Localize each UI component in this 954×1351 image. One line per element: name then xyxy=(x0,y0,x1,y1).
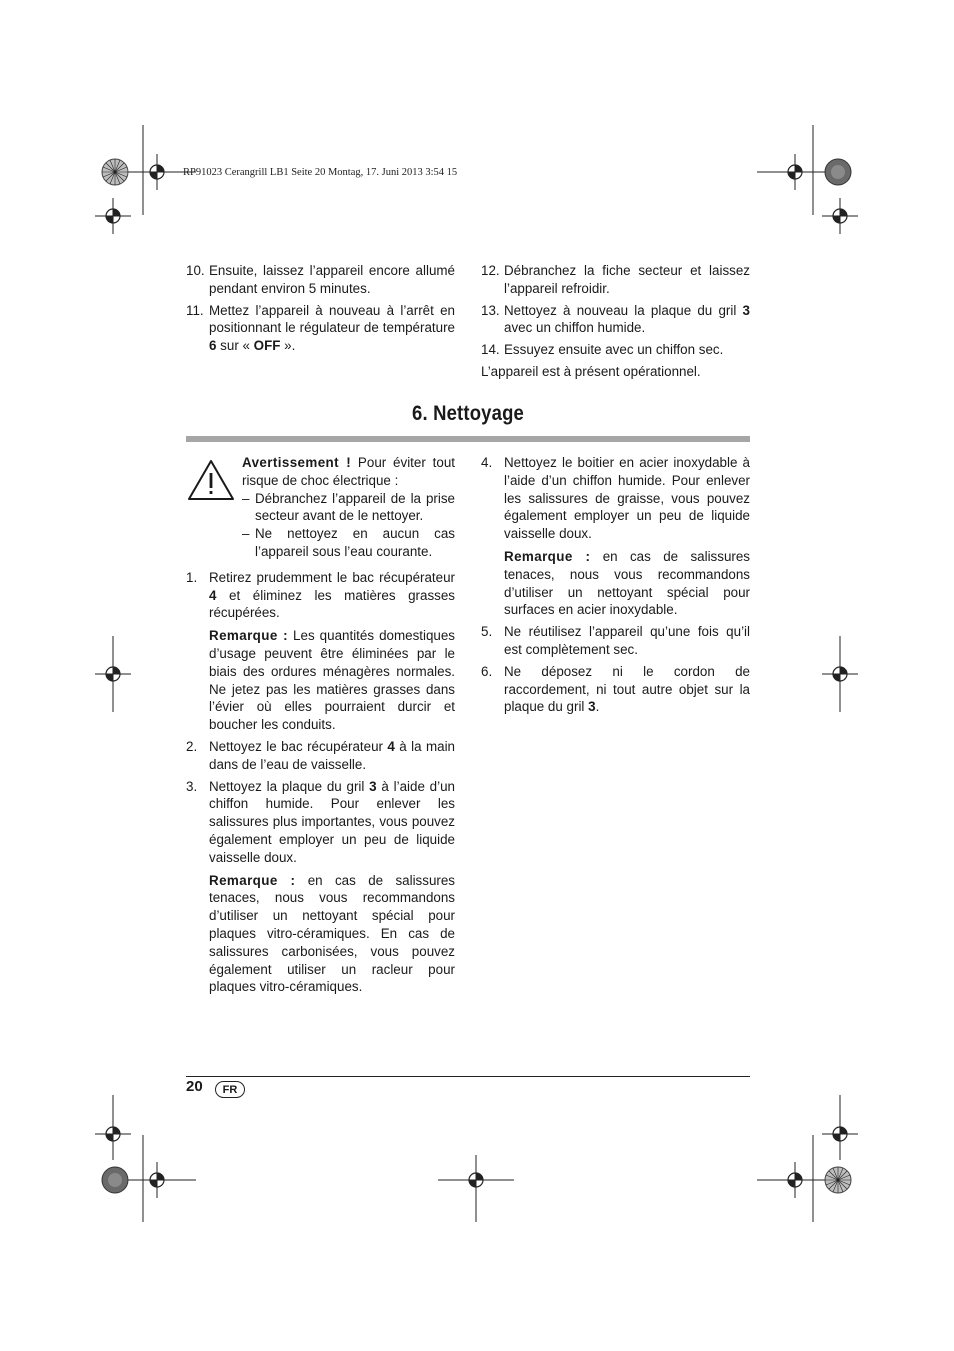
cleaning-left-column xyxy=(186,454,455,1000)
list-item: – Ne nettoyez en aucun cas l’appareil sous l’eau courante. xyxy=(242,526,455,559)
list-item: 14. Essuyez ensuite avec un chiffon sec. xyxy=(481,342,724,358)
list-item: 6. Ne déposez ni le cordon de raccordement, ni tout autre objet sur la plaque du gril 3. xyxy=(481,663,750,715)
ready-statement: L’appareil est à présent opérationnel. xyxy=(481,363,701,379)
intro-left-column xyxy=(186,262,455,359)
list-item: 4. Nettoyez le boitier en acier inoxydable à l’aide d’un chiffon humide. Pour enlever les salissures de graisse, vous pouvez également employer un peu de liquide vaisselle doux. xyxy=(481,455,750,542)
warning-title: Avertissement ! xyxy=(242,455,352,470)
list-item: 3. Nettoyez la plaque du gril 3 à l’aide d’un chiffon humide. Pour enlever les salissures plus importantes, vous pouvez également employer un peu de liquide vaisselle doux. xyxy=(186,778,455,865)
list-item: 12. Débranchez la fiche secteur et laissez l’appareil refroidir. xyxy=(481,263,750,296)
list-item: – Débranchez l’appareil de la prise secteur avant de le nettoyer. xyxy=(242,490,455,524)
print-slug: RP91023 Cerangrill LB1 Seite 20 Montag, 17. Juni 2013 3:54 15 xyxy=(183,167,458,178)
list-item: 11. Mettez l’appareil à nouveau à l’arrêt en positionnant le régulateur de température 6 sur « OFF ». xyxy=(186,302,455,354)
page-number: 20 xyxy=(186,1078,203,1095)
section-title: 6. Nettoyage xyxy=(411,402,525,425)
footer-rule xyxy=(186,1076,750,1077)
section-divider xyxy=(186,436,750,442)
warning-triangle-icon xyxy=(186,458,236,502)
language-badge: FR xyxy=(215,1081,245,1098)
warning-block: Avertissement ! Pour éviter tout risque de choc électrique : – Débranchez l’appareil de la prise secteur avant de le nettoyer. – Ne nettoyez en aucun cas l’appareil sous l’eau courante. xyxy=(186,454,455,561)
note-paragraph: Remarque : en cas de salissures tenaces, nous vous recommandons d’utiliser un nettoyant spécial pour surfaces en acier inoxydable. xyxy=(504,548,750,618)
list-item: 5. Ne réutilisez l’appareil qu’une fois qu’il est complètement sec. xyxy=(481,624,750,657)
list-item: 1. Retirez prudemment le bac récupérateur 4 et éliminez les matières grasses récupérées. xyxy=(186,569,455,621)
note-paragraph: Remarque : Les quantités domestiques d’usage peuvent être éliminées par le biais des ordures ménagères normales. Ne jetez pas les matières grasses dans l’évier où elles pourraient durcir et boucher les conduits. xyxy=(209,628,455,733)
note-paragraph: Remarque : en cas de salissures tenaces, nous vous recommandons d’utiliser un nettoyant spécial pour plaques vitro-céramiques. En cas de salissures carbonisées, vous pouvez également utiliser un racleur pour plaques vitro-céramiques. xyxy=(209,872,455,995)
list-item: 2. Nettoyez le bac récupérateur 4 à la main dans de l’eau de vaisselle. xyxy=(186,738,455,772)
cleaning-right-column xyxy=(481,454,750,720)
list-item: 10. Ensuite, laissez l’appareil encore allumé pendant environ 5 minutes. xyxy=(186,263,455,296)
intro-right-column xyxy=(481,262,750,381)
list-item: 13. Nettoyez à nouveau la plaque du gril 3 avec un chiffon humide. xyxy=(481,302,750,336)
